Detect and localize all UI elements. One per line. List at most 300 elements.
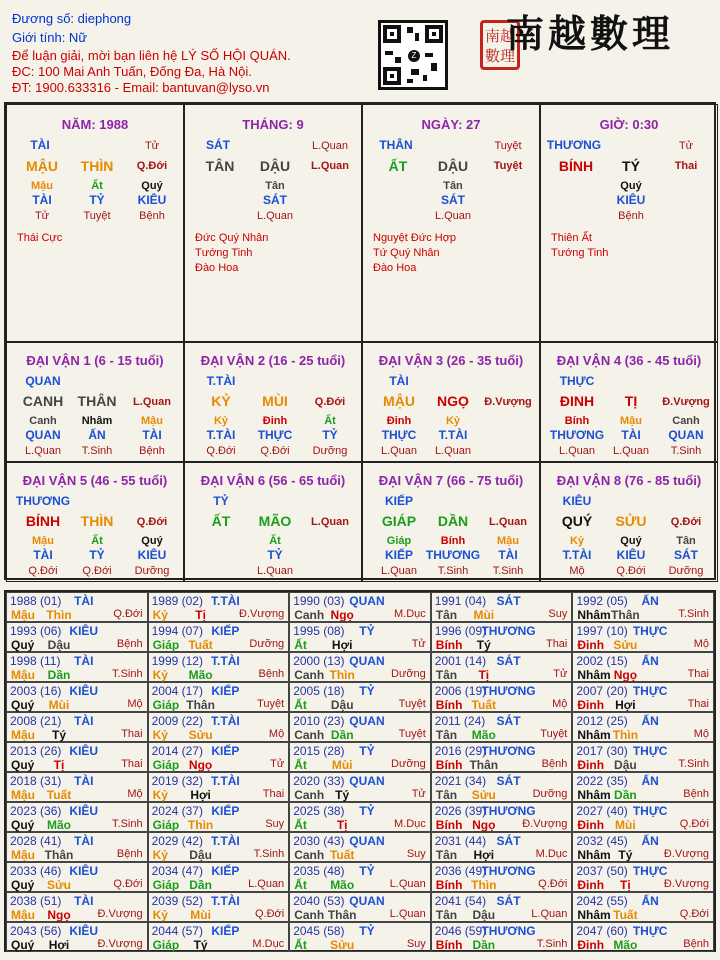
hidden-stage: Bệnh: [618, 210, 644, 222]
year-stage: Dưỡng: [249, 638, 285, 650]
year-label: 2003 (16): [10, 684, 62, 698]
year-cell: [6, 862, 148, 892]
year-stem: Giáp: [152, 638, 180, 652]
year-god: ẤN: [641, 714, 659, 728]
year-label: 2031 (44): [434, 834, 487, 848]
star-name: Thái Cực: [17, 232, 63, 244]
year-cell: [289, 742, 431, 772]
year-branch: Mão: [613, 938, 638, 952]
year-cell: [572, 832, 714, 862]
star-name: Tứ Quý Nhân: [373, 247, 440, 259]
year-label: 1994 (07): [151, 624, 203, 638]
year-god: KIẾP: [211, 924, 240, 938]
year-label: 1995 (08): [293, 624, 345, 638]
year-god: THƯƠNG: [481, 744, 536, 758]
year-stage: Q.Đới: [113, 878, 143, 890]
year-god: TÀI: [74, 834, 94, 848]
year-cell: [6, 832, 148, 862]
year-stem: Nhâm: [577, 848, 611, 862]
luck-hidden-stem: Giáp: [386, 535, 412, 547]
year-stem: Mậu: [11, 908, 35, 922]
year-god: T.TÀI: [211, 834, 240, 848]
luck-stem: QUÝ: [561, 513, 593, 529]
year-cell: [572, 802, 714, 832]
luck-hidden-stem: Bính: [440, 535, 466, 547]
year-cell: [572, 742, 714, 772]
year-stem: Đinh: [577, 938, 605, 952]
year-stage: T.Sinh: [253, 848, 285, 860]
year-cell: [289, 892, 431, 922]
contact-line-2: ĐC: 100 Mai Anh Tuấn, Đống Đa, Hà Nội.: [12, 64, 252, 79]
year-branch: Mùi: [331, 758, 353, 772]
luck-hidden-god: KIÊU: [137, 548, 167, 562]
year-cell: [289, 832, 431, 862]
year-cell: [289, 652, 431, 682]
luck-god: T.TÀI: [206, 374, 236, 388]
year-god: ẤN: [641, 834, 659, 848]
hidden-stem: Ất: [91, 180, 103, 192]
year-stem: Bính: [435, 938, 463, 952]
year-cell: [289, 802, 431, 832]
year-god: KIÊU: [69, 864, 99, 878]
table-row: [6, 652, 714, 682]
luck-god: QUAN: [25, 374, 61, 388]
year-label: 2025 (38): [293, 804, 345, 818]
year-branch: Dần: [614, 788, 637, 802]
hidden-stem: Tân: [443, 180, 463, 192]
luck-pillar-4: [540, 342, 718, 462]
year-cell: [431, 682, 573, 712]
year-stage: Thai: [262, 788, 285, 800]
year-stage: Q.Đới: [113, 608, 143, 620]
luck-hidden-god: THƯƠNG: [425, 548, 481, 562]
luck-pillar-5: [6, 462, 184, 582]
year-god: SÁT: [496, 714, 521, 728]
year-stem: Ất: [294, 878, 307, 892]
pillar-4: [540, 104, 718, 342]
year-label: 2036 (49): [434, 864, 487, 878]
qr-code-icon[interactable]: Z: [378, 20, 448, 90]
luck-god: THỰC: [559, 374, 595, 388]
luck-stem: GIÁP: [381, 513, 417, 529]
year-branch: Thìn: [187, 818, 214, 832]
year-stem: Kỷ: [152, 908, 168, 922]
year-god: SÁT: [496, 834, 521, 848]
year-god: THỰC: [632, 684, 668, 698]
year-stage: Đ.Vượng: [97, 938, 143, 950]
year-label: 2017 (30): [576, 744, 628, 758]
pillar-title: THÁNG: 9: [242, 117, 304, 132]
luck-title: ĐẠI VẬN 1 (6 - 15 tuổi): [26, 353, 164, 368]
year-stage: Bệnh: [116, 848, 143, 860]
year-cell: [148, 832, 290, 862]
hidden-god: KIÊU: [616, 193, 646, 207]
luck-hidden-stage: T.Sinh: [81, 445, 113, 457]
earthly-branch: THÌN: [80, 158, 114, 174]
year-cell: [431, 802, 573, 832]
year-label: 2047 (60): [576, 924, 628, 938]
branch-god: L.Quan: [311, 160, 349, 172]
table-row: [6, 772, 714, 802]
contact-line-1: Để luận giải, mời bạn liên hệ LÝ SỐ HỘI QUÁN.: [12, 48, 291, 63]
year-stem: Đinh: [577, 638, 605, 652]
hidden-stem: Quý: [141, 180, 163, 192]
year-branch: Tý: [476, 638, 491, 652]
year-stage: Dưỡng: [391, 668, 426, 680]
year-label: 2007 (20): [576, 684, 628, 698]
year-cell: [431, 622, 573, 652]
year-stem: Tân: [435, 908, 458, 922]
year-branch: Sửu: [330, 938, 355, 952]
heavenly-stem: TÂN: [205, 158, 235, 174]
year-label: 1998 (11): [10, 654, 61, 668]
hidden-god: TÀI: [32, 193, 52, 207]
year-god: KIẾP: [211, 864, 240, 878]
year-stage: L.Quan: [389, 878, 426, 890]
year-label: 2043 (56): [10, 924, 62, 938]
year-stage: Tử: [270, 758, 285, 770]
branch-god: Tuyệt: [493, 160, 523, 172]
year-cell: [148, 652, 290, 682]
year-cell: [431, 712, 573, 742]
year-cell: [6, 682, 148, 712]
table-row: [6, 892, 714, 922]
luck-hidden-stage: L.Quan: [434, 445, 472, 457]
luck-hidden-god: KIẾP: [384, 548, 414, 562]
chart-grid: [4, 102, 716, 580]
year-stage: Mộ: [552, 698, 568, 710]
luck-stage: Q.Đới: [136, 516, 168, 528]
heavenly-stem: ẤT: [388, 158, 408, 174]
year-stage: Tuyệt: [257, 698, 285, 710]
stem-god: TÀI: [30, 138, 50, 152]
year-god: THỰC: [632, 924, 668, 938]
year-label: 1990 (03): [293, 594, 345, 608]
year-stage: T.Sinh: [678, 758, 709, 770]
year-branch: Tý: [335, 788, 350, 802]
year-branch: Tị: [336, 818, 348, 832]
year-label: 1989 (02): [151, 594, 203, 608]
year-god: TỶ: [359, 924, 375, 938]
luck-hidden-god: THƯƠNG: [549, 428, 605, 442]
year-branch: Thìn: [46, 608, 72, 622]
year-branch: Ngọ: [613, 668, 638, 682]
luck-branch: MÃO: [258, 513, 292, 529]
year-branch: Sửu: [46, 878, 72, 892]
year-god: SÁT: [496, 654, 521, 668]
year-stem: Bính: [435, 698, 463, 712]
luck-hidden-god: T.TÀI: [562, 548, 592, 562]
hidden-stage: Tử: [34, 210, 50, 222]
year-stage: Q.Đới: [538, 878, 568, 890]
year-label: 2001 (14): [434, 654, 487, 668]
year-cell: [289, 592, 431, 622]
luck-hidden-stage: Mộ: [569, 565, 585, 577]
year-stem: Giáp: [152, 938, 180, 952]
year-god: THƯƠNG: [481, 684, 536, 698]
year-stage: Bệnh: [683, 788, 709, 800]
year-god: KIẾP: [211, 804, 240, 818]
year-stem: Nhâm: [577, 908, 611, 922]
luck-hidden-god: TÀI: [621, 428, 641, 442]
year-cell: [572, 712, 714, 742]
year-label: 2032 (45): [576, 834, 628, 848]
pillar-title: GIỜ: 0:30: [599, 117, 659, 132]
year-stage: Đ.Vượng: [97, 908, 143, 920]
year-stem: Bính: [435, 878, 463, 892]
year-stage: Tử: [411, 788, 426, 800]
luck-pillar-8: [540, 462, 718, 582]
year-stem: Canh: [294, 728, 325, 742]
luck-title: ĐẠI VẬN 6 (56 - 65 tuổi): [200, 473, 346, 488]
year-stage: L.Quan: [389, 908, 426, 920]
year-label: 2009 (22): [151, 714, 203, 728]
year-cell: [431, 832, 573, 862]
year-cell: [148, 592, 290, 622]
year-stage: L.Quan: [248, 878, 285, 890]
year-branch: Tị: [478, 668, 490, 682]
pillar-2: [184, 104, 362, 342]
contact-line-3[interactable]: ĐT: 1900.633316 - Email: bantuvan@lyso.vn: [12, 80, 270, 95]
luck-title: ĐẠI VẬN 5 (46 - 55 tuổi): [22, 473, 168, 488]
year-stem: Quý: [11, 638, 35, 652]
year-stage: Tuyệt: [398, 698, 426, 710]
year-branch: Hợi: [473, 848, 495, 862]
star-name: Đức Quý Nhân: [195, 232, 269, 244]
year-cell: [289, 862, 431, 892]
year-branch: Ngọ: [47, 908, 71, 922]
year-branch: Mão: [471, 728, 496, 742]
luck-title: ĐẠI VẬN 8 (76 - 85 tuổi): [556, 473, 702, 488]
year-cell: [6, 922, 148, 952]
year-branch: Mùi: [48, 698, 70, 712]
luck-hidden-god: QUAN: [668, 428, 704, 442]
year-god: QUAN: [349, 654, 385, 668]
year-cell: [572, 622, 714, 652]
luck-title: ĐẠI VẬN 7 (66 - 75 tuổi): [378, 473, 524, 488]
year-stem: Kỷ: [152, 668, 168, 682]
table-row: [6, 802, 714, 832]
luck-hidden-stem: Tân: [676, 535, 696, 547]
year-label: 2013 (26): [10, 744, 62, 758]
year-stage: T.Sinh: [112, 668, 143, 680]
year-stem: Bính: [435, 818, 463, 832]
year-stage: Mộ: [693, 638, 709, 650]
year-stage: Dưỡng: [391, 758, 426, 770]
year-stem: Bính: [435, 638, 463, 652]
pillar-3: [362, 104, 540, 342]
year-stem: Canh: [294, 908, 325, 922]
year-stem: Giáp: [152, 758, 180, 772]
year-label: 2026 (39): [434, 804, 487, 818]
header: [0, 0, 720, 100]
year-cell: [289, 712, 431, 742]
year-god: ẤN: [641, 594, 659, 608]
year-cell: [572, 922, 714, 952]
luck-stem: BÍNH: [25, 513, 61, 529]
year-label: 2041 (54): [434, 894, 487, 908]
pillar-title: NGÀY: 27: [421, 117, 481, 132]
year-branch: Ngọ: [330, 608, 354, 622]
table-row: [6, 622, 714, 652]
year-label: 1993 (06): [10, 624, 62, 638]
year-branch: Ngọ: [188, 758, 213, 772]
heavenly-stem: MẬU: [26, 158, 58, 174]
year-stem: Ất: [294, 818, 307, 832]
seal-stamp-icon: 南越 數理: [480, 20, 520, 70]
pillar-title: NĂM: 1988: [61, 117, 129, 132]
year-stage: Thai: [687, 668, 709, 680]
branch-god: Q.Đới: [136, 160, 168, 172]
luck-hidden-stem: Ất: [269, 535, 281, 547]
year-branch: Mão: [330, 878, 355, 892]
year-god: T.TÀI: [211, 594, 240, 608]
star-name: Đào Hoa: [195, 262, 239, 274]
year-stem: Giáp: [152, 698, 180, 712]
luck-hidden-stage: L.Quan: [380, 565, 418, 577]
year-cell: [148, 712, 290, 742]
year-branch: Thìn: [612, 728, 639, 742]
year-label: 2010 (23): [293, 714, 345, 728]
luck-hidden-stage: L.Quan: [24, 445, 62, 457]
year-stage: M.Dục: [394, 608, 426, 620]
luck-stage: Đ.Vượng: [662, 396, 710, 408]
year-stage: Suy: [406, 938, 426, 950]
year-cell: [572, 862, 714, 892]
year-branch: Mùi: [473, 608, 495, 622]
table-row: [6, 922, 714, 952]
year-stage: Tuyệt: [398, 728, 426, 740]
year-stem: Quý: [11, 818, 35, 832]
year-label: 2015 (28): [293, 744, 345, 758]
luck-hidden-god: KIÊU: [616, 548, 646, 562]
luck-hidden-god: T.TÀI: [206, 428, 236, 442]
year-stem: Giáp: [152, 818, 180, 832]
year-stage: Thai: [687, 698, 709, 710]
luck-stage: Q.Đới: [670, 516, 702, 528]
hidden-stem: Quý: [620, 180, 642, 192]
year-cell: [431, 652, 573, 682]
year-branch: Thìn: [329, 668, 355, 682]
year-label: 1992 (05): [576, 594, 628, 608]
year-branch: Thân: [186, 698, 215, 712]
year-stage: Mộ: [268, 728, 285, 740]
luck-hidden-stem: Canh: [672, 415, 700, 427]
year-stage: Bệnh: [258, 668, 285, 680]
year-branch: Tuất: [46, 788, 72, 802]
hidden-god: TỶ: [89, 193, 105, 207]
luck-branch: NGỌ: [437, 393, 469, 409]
year-branch: Dần: [472, 938, 496, 952]
logo: 南越數理: [506, 11, 675, 56]
year-stem: Giáp: [152, 878, 180, 892]
luck-stem: ĐINH: [559, 393, 595, 409]
year-cell: [572, 892, 714, 922]
luck-stem: KỶ: [211, 393, 231, 409]
year-branch: Thân: [611, 608, 640, 622]
table-row: [6, 862, 714, 892]
year-stem: Đinh: [577, 878, 605, 892]
year-label: 1991 (04): [434, 594, 487, 608]
luck-stage: L.Quan: [311, 516, 349, 528]
branch-god: Thai: [674, 160, 698, 172]
year-cell: [148, 622, 290, 652]
year-god: TỶ: [359, 624, 375, 638]
year-branch: Dậu: [472, 908, 496, 922]
luck-hidden-stage: T.Sinh: [437, 565, 469, 577]
year-stem: Kỷ: [152, 788, 168, 802]
year-god: TỶ: [359, 804, 375, 818]
hidden-god: KIÊU: [137, 193, 167, 207]
year-stage: Mộ: [127, 698, 143, 710]
year-stem: Quý: [11, 758, 35, 772]
year-label: 2035 (48): [293, 864, 345, 878]
year-branch: Hợi: [331, 638, 353, 652]
year-cell: [289, 922, 431, 952]
star-name: Nguyệt Đức Hợp: [373, 232, 457, 244]
year-label: 1996 (09): [434, 624, 487, 638]
year-label: 2042 (55): [576, 894, 628, 908]
luck-hidden-stage: L.Quan: [256, 565, 294, 577]
year-label: 2039 (52): [151, 894, 203, 908]
year-cell: [148, 772, 290, 802]
year-cell: [431, 592, 573, 622]
luck-hidden-god: T.TÀI: [438, 428, 468, 442]
year-stage: T.Sinh: [112, 818, 143, 830]
year-cell: [148, 922, 290, 952]
year-god: ẤN: [641, 654, 659, 668]
year-branch: Hợi: [615, 698, 636, 712]
luck-hidden-stage: T.Sinh: [670, 445, 702, 457]
table-row: [6, 712, 714, 742]
luck-hidden-stage: Dưỡng: [668, 565, 704, 577]
year-cell: [148, 862, 290, 892]
luck-pillar-3: [362, 342, 540, 462]
year-stage: Mộ: [127, 788, 143, 800]
year-stage: Suy: [548, 608, 568, 620]
year-god: T.TÀI: [211, 774, 240, 788]
luck-hidden-god: THỰC: [257, 428, 293, 442]
luck-hidden-stem: Đinh: [262, 415, 288, 427]
year-god: TÀI: [74, 654, 94, 668]
year-label: 2008 (21): [10, 714, 62, 728]
year-cell: [289, 682, 431, 712]
year-stem: Quý: [11, 938, 35, 952]
year-stem: Tân: [435, 788, 458, 802]
year-god: THƯƠNG: [481, 804, 536, 818]
year-branch: Tị: [53, 758, 65, 772]
year-stage: Bệnh: [541, 758, 568, 770]
year-stage: Bệnh: [683, 938, 709, 950]
star-name: Đào Hoa: [373, 262, 417, 274]
luck-god: KIẾP: [384, 494, 414, 508]
year-cell: [431, 892, 573, 922]
year-cell: [431, 742, 573, 772]
year-cell: [148, 892, 290, 922]
year-label: 2033 (46): [10, 864, 62, 878]
luck-title: ĐẠI VẬN 2 (16 - 25 tuổi): [200, 353, 346, 368]
year-label: 2037 (50): [576, 864, 628, 878]
year-god: THƯƠNG: [481, 864, 536, 878]
luck-hidden-god: TỶ: [322, 428, 338, 442]
year-cell: [6, 892, 148, 922]
year-god: SÁT: [496, 594, 521, 608]
luck-hidden-god: TÀI: [33, 548, 53, 562]
year-cell: [289, 622, 431, 652]
year-cell: [6, 592, 148, 622]
luck-hidden-stem: Mậu: [620, 415, 642, 427]
luck-pillar-2: [184, 342, 362, 462]
